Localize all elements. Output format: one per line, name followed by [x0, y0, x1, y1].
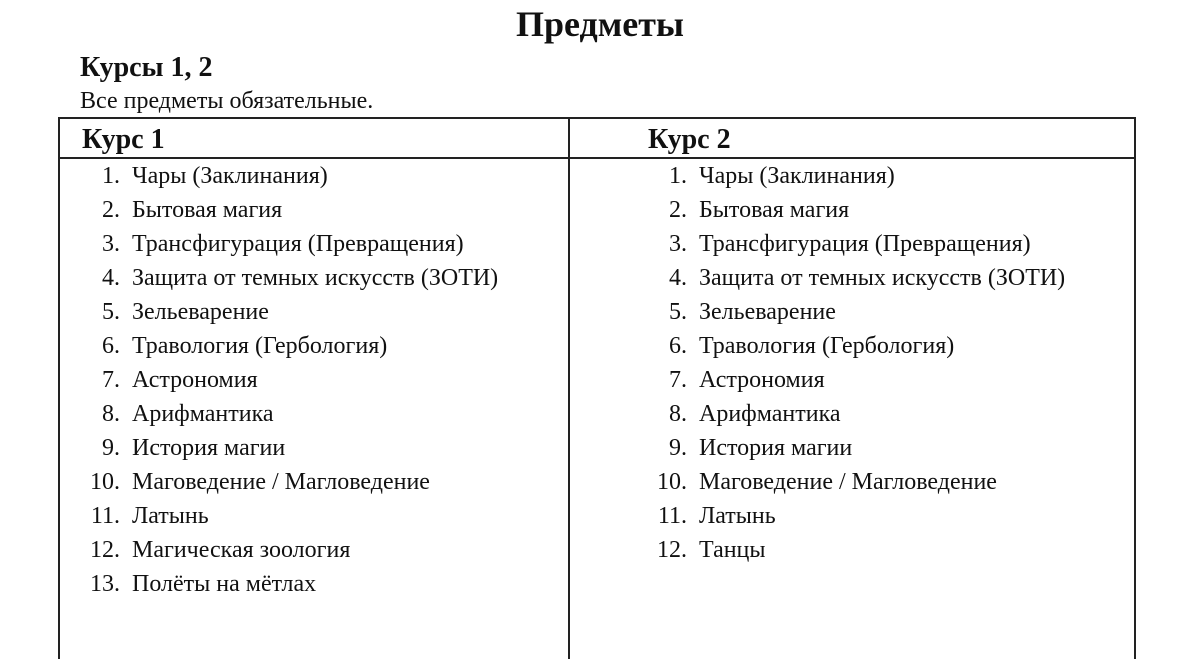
item-number: 3.	[669, 231, 687, 257]
list-item	[647, 397, 1123, 431]
item-number: 7.	[102, 367, 120, 393]
item-number: 9.	[669, 435, 687, 461]
item-label: Защита от темных искусств (ЗОТИ)	[132, 265, 499, 291]
item-label: История магии	[132, 435, 286, 461]
list-item	[80, 295, 556, 329]
item-label: Чары (Заклинания)	[132, 163, 328, 189]
item-label: Латынь	[132, 503, 209, 529]
list-item	[80, 193, 556, 227]
item-label: Зельеварение	[132, 299, 269, 325]
list-item	[80, 465, 556, 499]
item-number: 4.	[102, 265, 120, 291]
item-label: Арифмантика	[699, 401, 841, 427]
item-number: 2.	[669, 197, 687, 223]
list-item	[647, 261, 1123, 295]
list-item	[647, 159, 1123, 193]
item-number: 8.	[102, 401, 120, 427]
list-item	[80, 159, 556, 193]
item-label: Маговедение / Магловедение	[132, 469, 430, 495]
item-label: Астрономия	[132, 367, 258, 393]
list-item	[80, 431, 556, 465]
item-number: 3.	[102, 231, 120, 257]
list-item	[80, 261, 556, 295]
item-label: Астрономия	[699, 367, 825, 393]
item-number: 12.	[90, 537, 120, 563]
item-number: 5.	[102, 299, 120, 325]
item-label: Маговедение / Магловедение	[699, 469, 997, 495]
page-title: Предметы	[515, 4, 685, 44]
list-item	[80, 499, 556, 533]
list-item	[80, 533, 556, 567]
item-label: Бытовая магия	[132, 197, 283, 223]
item-label: Чары (Заклинания)	[699, 163, 895, 189]
item-label: Трансфигурация (Превращения)	[132, 231, 464, 257]
item-number: 6.	[669, 333, 687, 359]
item-label: История магии	[699, 435, 853, 461]
section-subtitle: Курсы 1, 2	[80, 52, 213, 83]
item-number: 12.	[657, 537, 687, 563]
item-number: 7.	[669, 367, 687, 393]
section-note: Все предметы обязательные.	[80, 88, 374, 114]
list-item	[647, 499, 1123, 533]
item-number: 2.	[102, 197, 120, 223]
item-number: 5.	[669, 299, 687, 325]
item-label: Латынь	[699, 503, 776, 529]
list-item	[80, 227, 556, 261]
list-item	[80, 363, 556, 397]
item-number: 6.	[102, 333, 120, 359]
item-label: Полёты на мётлах	[132, 571, 317, 597]
course-2-heading: Курс 2	[648, 124, 731, 155]
course-1-heading: Курс 1	[82, 124, 165, 155]
course-2-subject-list	[647, 159, 1147, 567]
item-number: 10.	[657, 469, 687, 495]
item-label: Арифмантика	[132, 401, 274, 427]
item-label: Магическая зоология	[132, 537, 351, 563]
courses-table	[58, 117, 1136, 659]
course-1-subject-list	[80, 159, 580, 601]
list-item	[80, 329, 556, 363]
item-label: Зельеварение	[699, 299, 836, 325]
item-label: Защита от темных искусств (ЗОТИ)	[699, 265, 1066, 291]
item-label: Травология (Гербология)	[132, 333, 388, 359]
list-item	[647, 363, 1123, 397]
list-item	[647, 329, 1123, 363]
item-number: 1.	[102, 163, 120, 189]
item-number: 8.	[669, 401, 687, 427]
list-item	[647, 431, 1123, 465]
item-label: Травология (Гербология)	[699, 333, 955, 359]
item-label: Бытовая магия	[699, 197, 850, 223]
item-number: 10.	[90, 469, 120, 495]
list-item	[647, 533, 1123, 567]
list-item	[80, 567, 556, 601]
list-item	[647, 227, 1123, 261]
item-number: 4.	[669, 265, 687, 291]
item-number: 11.	[90, 503, 120, 529]
item-label: Танцы	[699, 537, 766, 563]
item-number: 1.	[669, 163, 687, 189]
list-item	[647, 193, 1123, 227]
list-item	[647, 295, 1123, 329]
item-label: Трансфигурация (Превращения)	[699, 231, 1031, 257]
item-number: 9.	[102, 435, 120, 461]
item-number: 13.	[90, 571, 120, 597]
item-number: 11.	[657, 503, 687, 529]
list-item	[647, 465, 1123, 499]
list-item	[80, 397, 556, 431]
